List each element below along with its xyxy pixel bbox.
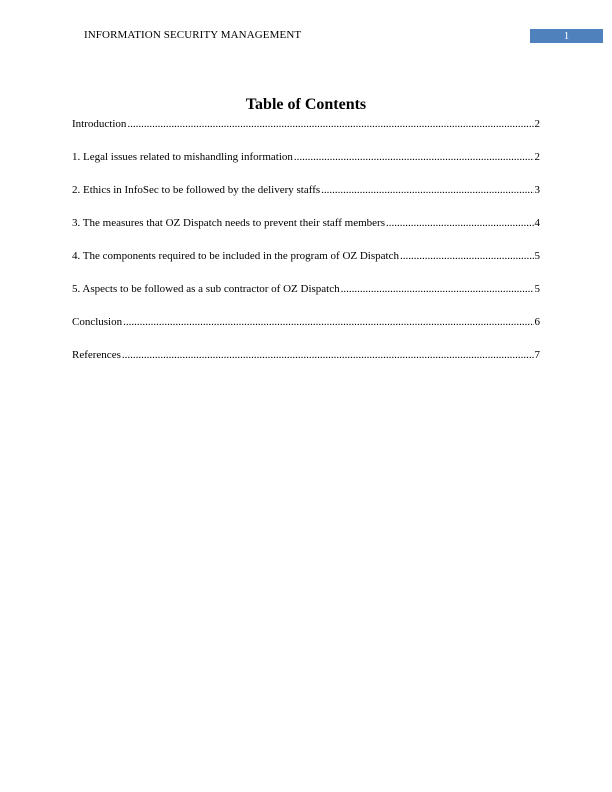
toc-list xyxy=(72,118,540,382)
toc-dot-leader xyxy=(122,349,534,362)
toc-entry-label: References xyxy=(72,349,121,361)
toc-entry-label: 3. The measures that OZ Dispatch needs to prevent their staff members xyxy=(72,217,386,229)
toc-entry-label: Introduction xyxy=(72,118,127,130)
toc-heading: Table of Contents xyxy=(245,96,367,113)
toc-entry-measures[interactable] xyxy=(72,217,540,250)
toc-entry-page: 6 xyxy=(534,316,540,328)
toc-entry-page: 2 xyxy=(534,118,540,130)
running-header-title: INFORMATION SECURITY MANAGEMENT xyxy=(84,29,302,41)
toc-entry-conclusion[interactable] xyxy=(72,316,540,349)
toc-entry-label: 1. Legal issues related to mishandling information xyxy=(72,151,293,163)
toc-dot-leader xyxy=(123,316,533,329)
toc-dot-leader xyxy=(321,184,533,197)
toc-entry-subcontractor[interactable] xyxy=(72,283,540,316)
toc-dot-leader xyxy=(294,151,534,164)
page-number-badge: 1 xyxy=(530,29,603,43)
toc-dot-leader xyxy=(386,217,533,230)
toc-entry-legal-issues[interactable] xyxy=(72,151,540,184)
toc-dot-leader xyxy=(400,250,534,263)
toc-entry-label: 4. The components required to be included in the program of OZ Dispatch xyxy=(72,250,399,262)
toc-entry-page: 2 xyxy=(534,151,540,163)
toc-entry-page: 3 xyxy=(534,184,540,196)
toc-entry-components[interactable] xyxy=(72,250,540,283)
toc-entry-page: 7 xyxy=(534,349,540,361)
toc-entry-page: 5 xyxy=(534,250,540,262)
toc-entry-references[interactable] xyxy=(72,349,540,382)
toc-dot-leader xyxy=(127,118,533,131)
toc-entry-label: Conclusion xyxy=(72,316,123,328)
toc-dot-leader xyxy=(341,283,534,296)
toc-entry-ethics[interactable] xyxy=(72,184,540,217)
toc-entry-label: 2. Ethics in InfoSec to be followed by the delivery staffs xyxy=(72,184,321,196)
toc-entry-page: 4 xyxy=(534,217,540,229)
toc-entry-introduction[interactable] xyxy=(72,118,540,151)
toc-entry-label: 5. Aspects to be followed as a sub contractor of OZ Dispatch xyxy=(72,283,340,295)
toc-entry-page: 5 xyxy=(534,283,540,295)
